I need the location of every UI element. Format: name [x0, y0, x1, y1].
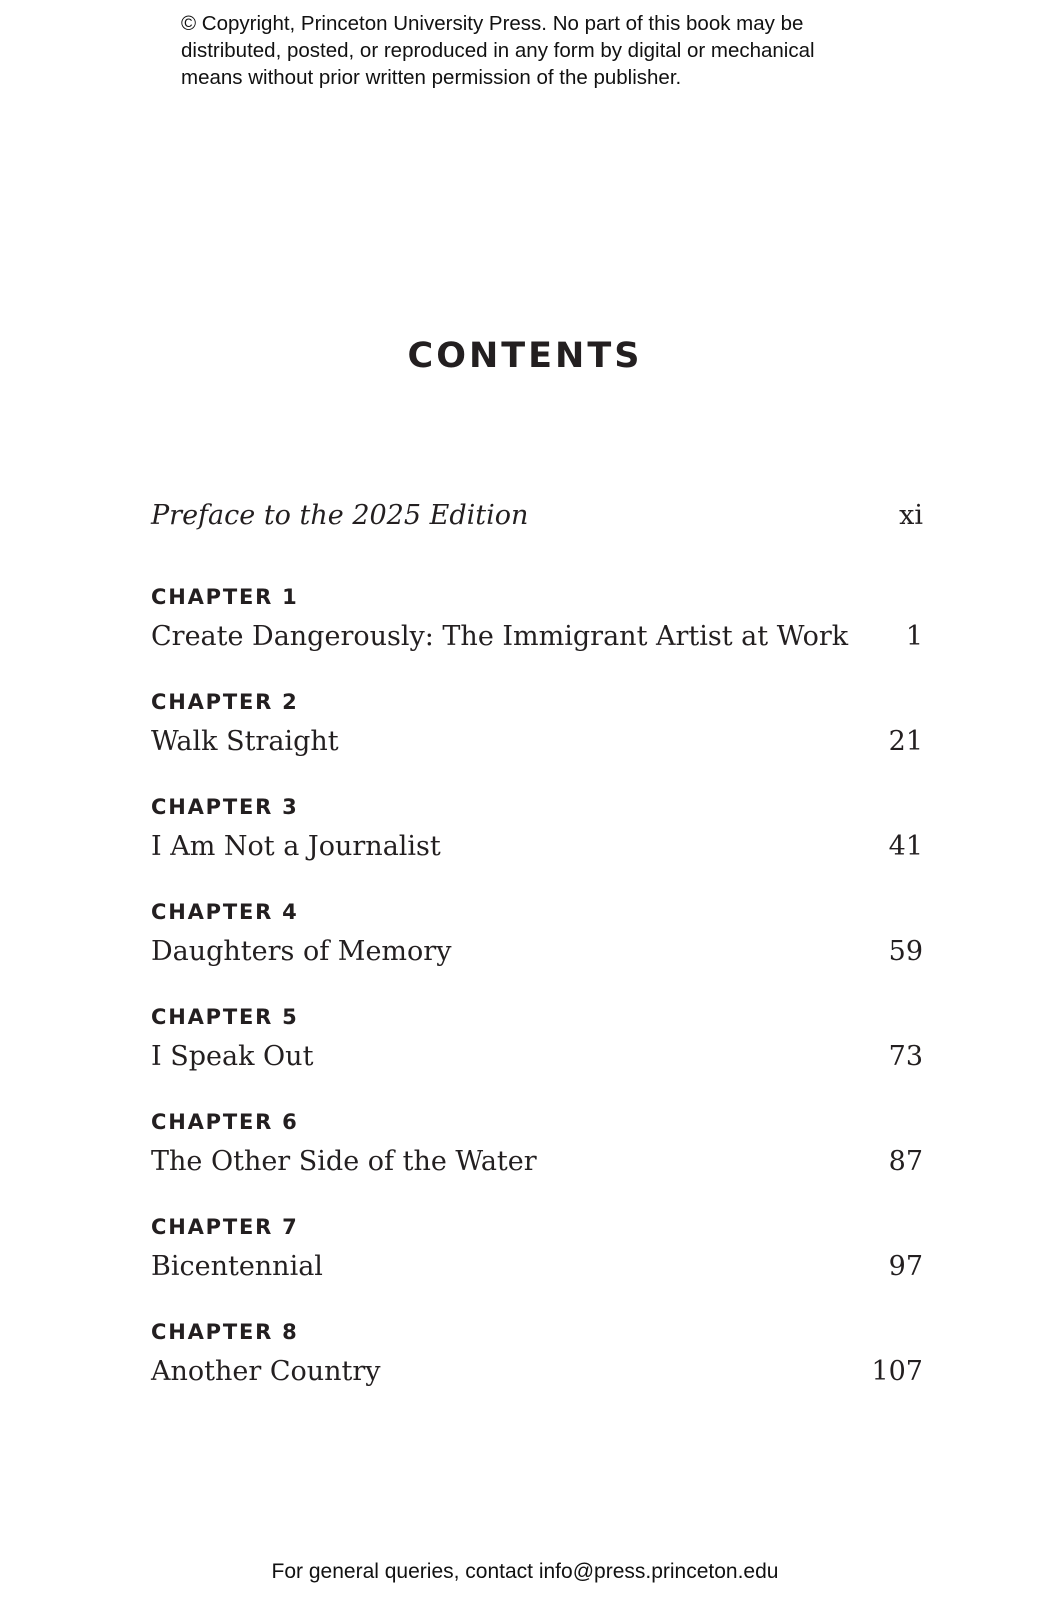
chapter-page-number: 107 — [871, 1356, 923, 1387]
chapter-page-number: 73 — [888, 1041, 923, 1072]
chapter-page-number: 97 — [888, 1251, 923, 1282]
chapter-label: CHAPTER 7 — [151, 1215, 299, 1239]
chapter-page-number: 1 — [905, 621, 923, 652]
preface-title: Preface to the 2025 Edition — [151, 500, 529, 531]
chapter-label: CHAPTER 6 — [151, 1110, 299, 1134]
chapter-label: CHAPTER 5 — [151, 1005, 299, 1029]
chapter-row — [151, 1146, 923, 1177]
page-title: CONTENTS — [407, 336, 643, 376]
copyright-line-2: distributed, posted, or reproduced in any form by digital or mechanical — [181, 39, 815, 62]
chapter-label: CHAPTER 2 — [151, 690, 299, 714]
chapter-title: Another Country — [151, 1356, 381, 1387]
preface-row — [151, 500, 923, 531]
chapter-title: I Am Not a Journalist — [151, 831, 441, 862]
footer-contact: For general queries, contact info@press.princeton.edu — [271, 1560, 779, 1583]
chapter-row — [151, 726, 923, 757]
chapter-title: I Speak Out — [151, 1041, 314, 1072]
chapter-row — [151, 1356, 923, 1387]
chapter-title: Walk Straight — [151, 726, 339, 757]
chapter-label: CHAPTER 1 — [151, 585, 299, 609]
chapter-row — [151, 621, 923, 652]
chapter-title: The Other Side of the Water — [151, 1146, 537, 1177]
chapter-title: Daughters of Memory — [151, 936, 452, 967]
chapter-title: Create Dangerously: The Immigrant Artist at Work — [151, 621, 849, 652]
copyright-line-1: © Copyright, Princeton University Press. No part of this book may be — [181, 12, 804, 35]
chapter-label: CHAPTER 4 — [151, 900, 299, 924]
chapter-label: CHAPTER 8 — [151, 1320, 299, 1344]
chapter-label: CHAPTER 3 — [151, 795, 299, 819]
copyright-notice — [181, 10, 901, 91]
chapter-title: Bicentennial — [151, 1251, 323, 1282]
copyright-line-3: means without prior written permission of the publisher. — [181, 66, 682, 89]
chapter-row — [151, 1041, 923, 1072]
chapter-page-number: 41 — [888, 831, 923, 862]
chapter-row — [151, 936, 923, 967]
preface-page-number: xi — [899, 500, 923, 531]
chapter-page-number: 59 — [888, 936, 923, 967]
chapter-page-number: 87 — [888, 1146, 923, 1177]
chapter-page-number: 21 — [888, 726, 923, 757]
chapter-row — [151, 1251, 923, 1282]
chapter-row — [151, 831, 923, 862]
